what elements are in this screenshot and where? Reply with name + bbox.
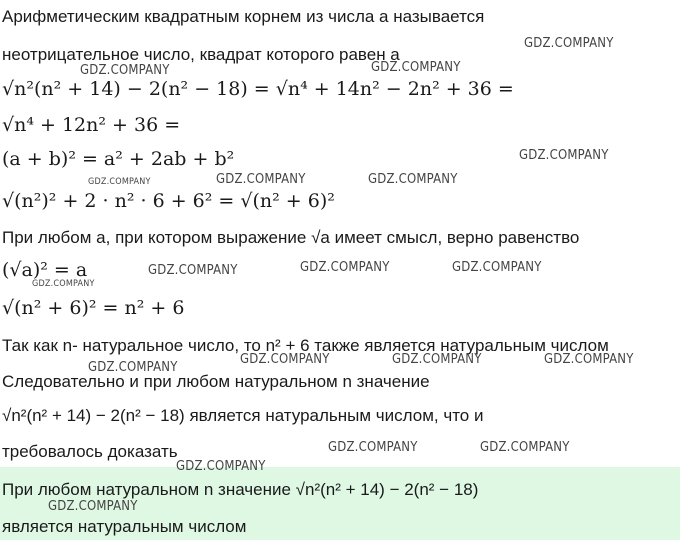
conclusion-line-3: требовалось доказать xyxy=(2,442,178,461)
root-identity: (√a)² = a xyxy=(2,259,88,281)
definition-line-1: Арифметическим квадратным корнем из числа a называется xyxy=(2,7,485,26)
definition-line-2: неотрицательное число, квадрат которого равен a xyxy=(2,45,400,64)
watermark: GDZ.COMPANY xyxy=(368,172,458,187)
watermark: GDZ.COMPANY xyxy=(48,499,138,514)
answer-line-2: является натуральным числом xyxy=(2,517,247,536)
watermark: GDZ.COMPANY xyxy=(480,440,570,455)
property-statement: При любом a, при котором выражение √a имеет смысл, верно равенство xyxy=(2,228,580,247)
watermark: GDZ.COMPANY xyxy=(88,360,178,375)
answer-line-1: При любом натуральном n значение √n²(n² + 14) − 2(n² − 18) xyxy=(2,480,479,499)
square-formula: (a + b)² = a² + 2ab + b² xyxy=(2,148,235,170)
watermark: GDZ.COMPANY xyxy=(524,36,614,51)
equation-line-3: √(n²)² + 2 · n² · 6 + 6² = √(n² + 6)² xyxy=(2,190,335,212)
equation-line-4: √(n² + 6)² = n² + 6 xyxy=(2,297,185,319)
watermark: GDZ.COMPANY xyxy=(392,352,482,367)
natural-number-statement: Так как n- натуральное число, то n² + 6 также является натуральным числом xyxy=(2,336,609,355)
watermark: GDZ.COMPANY xyxy=(328,440,418,455)
conclusion-line-2: √n²(n² + 14) − 2(n² − 18) является натуральным числом, что и xyxy=(2,406,484,425)
conclusion-line-1: Следовательно и при любом натуральном n значение xyxy=(2,372,430,391)
watermark: GDZ.COMPANY xyxy=(371,60,461,75)
watermark: GDZ.COMPANY xyxy=(544,352,634,367)
watermark: GDZ.COMPANY xyxy=(88,177,151,187)
watermark: GDZ.COMPANY xyxy=(300,260,390,275)
watermark: GDZ.COMPANY xyxy=(519,148,609,163)
watermark: GDZ.COMPANY xyxy=(148,263,238,278)
watermark: GDZ.COMPANY xyxy=(80,63,170,78)
watermark: GDZ.COMPANY xyxy=(240,352,330,367)
equation-line-1: √n²(n² + 14) − 2(n² − 18) = √n⁴ + 14n² − 2n² + 36 = xyxy=(2,78,514,100)
watermark: GDZ.COMPANY xyxy=(176,459,266,474)
watermark: GDZ.COMPANY xyxy=(32,279,95,289)
equation-line-2: √n⁴ + 12n² + 36 = xyxy=(2,114,181,136)
watermark: GDZ.COMPANY xyxy=(452,260,542,275)
watermark: GDZ.COMPANY xyxy=(216,172,306,187)
